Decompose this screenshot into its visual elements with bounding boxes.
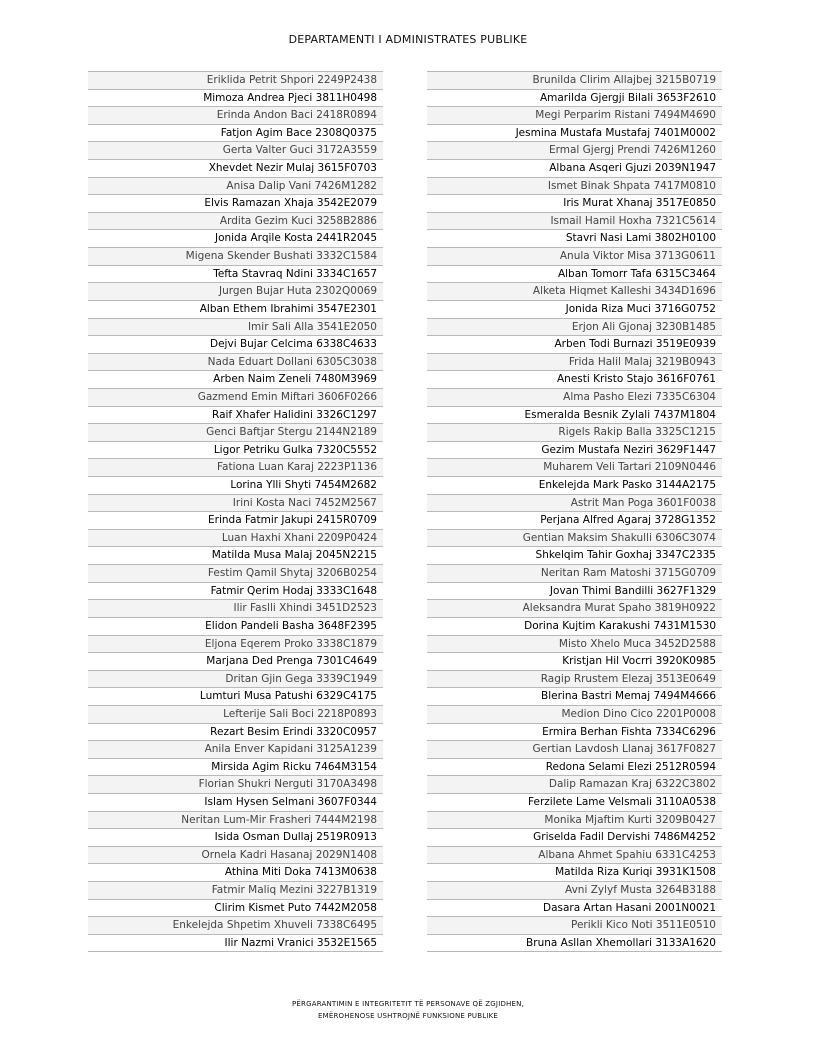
name-row: Anesti Kristo Stajo 3616F0761 [427, 370, 722, 388]
name-row: Dasara Artan Hasani 2001N0021 [427, 899, 722, 917]
name-row: Neritan Ram Matoshi 3715G0709 [427, 564, 722, 582]
name-row: Misto Xhelo Muca 3452D2588 [427, 635, 722, 653]
name-row: Ilir Faslli Xhindi 3451D2523 [88, 599, 383, 617]
name-row: Alma Pasho Elezi 7335C6304 [427, 388, 722, 406]
column-bottom-rule [88, 951, 383, 952]
name-row: Clirim Kismet Puto 7442M2058 [88, 899, 383, 917]
name-row: Blerina Bastri Memaj 7494M4666 [427, 687, 722, 705]
name-row: Islam Hysen Selmani 3607F0344 [88, 793, 383, 811]
name-row: Perjana Alfred Agaraj 3728G1352 [427, 511, 722, 529]
name-row: Perikli Kico Noti 3511E0510 [427, 916, 722, 934]
name-row: Ardita Gezim Kuci 3258B2886 [88, 212, 383, 230]
name-row: Arben Todi Burnazi 3519E0939 [427, 335, 722, 353]
name-row: Amarilda Gjergji Bilali 3653F2610 [427, 89, 722, 107]
name-row: Lorina Ylli Shyti 7454M2682 [88, 476, 383, 494]
name-row: Florian Shukri Nerguti 3170A3498 [88, 775, 383, 793]
name-row: Enkelejda Shpetim Xhuveli 7338C6495 [88, 916, 383, 934]
name-row: Jovan Thimi Bandilli 3627F1329 [427, 582, 722, 600]
name-row: Aleksandra Murat Spaho 3819H0922 [427, 599, 722, 617]
name-row: Imir Sali Alla 3541E2050 [88, 318, 383, 336]
name-row: Ornela Kadri Hasanaj 2029N1408 [88, 846, 383, 864]
name-row: Fationa Luan Karaj 2223P1136 [88, 458, 383, 476]
name-row: Avni Zylyf Musta 3264B3188 [427, 881, 722, 899]
name-row: Ismet Binak Shpata 7417M0810 [427, 177, 722, 195]
name-row: Gerta Valter Guci 3172A3559 [88, 141, 383, 159]
name-row: Mimoza Andrea Pjeci 3811H0498 [88, 89, 383, 107]
name-row: Erinda Fatmir Jakupi 2415R0709 [88, 511, 383, 529]
name-row: Anisa Dalip Vani 7426M1282 [88, 177, 383, 195]
name-row: Tefta Stavraq Ndini 3334C1657 [88, 265, 383, 283]
name-row: Mirsida Agim Ricku 7464M3154 [88, 758, 383, 776]
right-name-column [427, 71, 722, 952]
name-row: Luan Haxhi Xhani 2209P0424 [88, 529, 383, 547]
name-row: Megi Perparim Ristani 7494M4690 [427, 106, 722, 124]
name-row: Elidon Pandeli Basha 3648F2395 [88, 617, 383, 635]
name-row: Jonida Riza Muci 3716G0752 [427, 300, 722, 318]
name-row: Jesmina Mustafa Mustafaj 7401M0002 [427, 124, 722, 142]
name-row: Gentian Maksim Shakulli 6306C3074 [427, 529, 722, 547]
footer-line-2: EMËROHENOSE USHTROJNË FUNKSIONE PUBLIKE [317, 1012, 498, 1020]
name-row: Athina Miti Doka 7413M0638 [88, 863, 383, 881]
name-row: Griselda Fadil Dervishi 7486M4252 [427, 828, 722, 846]
name-row: Jonida Arqile Kosta 2441R2045 [88, 229, 383, 247]
name-row: Kristjan Hil Vocrri 3920K0985 [427, 652, 722, 670]
name-row: Ferzilete Lame Velsmali 3110A0538 [427, 793, 722, 811]
name-row: Eljona Eqerem Proko 3338C1879 [88, 635, 383, 653]
name-row: Esmeralda Besnik Zylali 7437M1804 [427, 406, 722, 424]
name-row: Ligor Petriku Gulka 7320C5552 [88, 441, 383, 459]
name-row: Genci Baftjar Stergu 2144N2189 [88, 423, 383, 441]
name-row: Matilda Riza Kuriqi 3931K1508 [427, 863, 722, 881]
name-row: Gazmend Emin Miftari 3606F0266 [88, 388, 383, 406]
name-row: Elvis Ramazan Xhaja 3542E2079 [88, 194, 383, 212]
name-row: Dalip Ramazan Kraj 6322C3802 [427, 775, 722, 793]
name-row: Rigels Rakip Balla 3325C1215 [427, 423, 722, 441]
name-row: Astrit Man Poga 3601F0038 [427, 494, 722, 512]
name-row: Gezim Mustafa Neziri 3629F1447 [427, 441, 722, 459]
name-row: Xhevdet Nezir Mulaj 3615F0703 [88, 159, 383, 177]
name-row: Bruna Asllan Xhemollari 3133A1620 [427, 934, 722, 952]
name-row: Neritan Lum-Mir Frasheri 7444M2198 [88, 811, 383, 829]
name-row: Anula Viktor Misa 3713G0611 [427, 247, 722, 265]
name-row: Ermira Berhan Fishta 7334C6296 [427, 723, 722, 741]
name-row: Dejvi Bujar Celcima 6338C4633 [88, 335, 383, 353]
name-row: Nada Eduart Dollani 6305C3038 [88, 353, 383, 371]
name-row: Marjana Ded Prenga 7301C4649 [88, 652, 383, 670]
name-row: Rezart Besim Erindi 3320C0957 [88, 723, 383, 741]
name-row: Gertian Lavdosh Llanaj 3617F0827 [427, 740, 722, 758]
page-footer [0, 998, 816, 1022]
name-row: Ilir Nazmi Vranici 3532E1565 [88, 934, 383, 952]
name-row: Irini Kosta Naci 7452M2567 [88, 494, 383, 512]
name-row: Frida Halil Malaj 3219B0943 [427, 353, 722, 371]
name-row: Ermal Gjergj Prendi 7426M1260 [427, 141, 722, 159]
name-row: Dritan Gjin Gega 3339C1949 [88, 670, 383, 688]
name-row: Monika Mjaftim Kurti 3209B0427 [427, 811, 722, 829]
name-row: Shkelqim Tahir Goxhaj 3347C2335 [427, 546, 722, 564]
name-row: Iris Murat Xhanaj 3517E0850 [427, 194, 722, 212]
name-row: Anila Enver Kapidani 3125A1239 [88, 740, 383, 758]
name-row: Erjon Ali Gjonaj 3230B1485 [427, 318, 722, 336]
name-row: Albana Asqeri Gjuzi 2039N1947 [427, 159, 722, 177]
name-row: Brunilda Clirim Allajbej 3215B0719 [427, 71, 722, 89]
name-row: Alketa Hiqmet Kalleshi 3434D1696 [427, 282, 722, 300]
name-row: Isida Osman Dullaj 2519R0913 [88, 828, 383, 846]
name-row: Erinda Andon Baci 2418R0894 [88, 106, 383, 124]
name-row: Alban Tomorr Tafa 6315C3464 [427, 265, 722, 283]
name-row: Ismail Hamil Hoxha 7321C5614 [427, 212, 722, 230]
page-title: DEPARTAMENTI I ADMINISTRATES PUBLIKE [288, 33, 528, 46]
name-row: Raif Xhafer Halidini 3326C1297 [88, 406, 383, 424]
name-row: Albana Ahmet Spahiu 6331C4253 [427, 846, 722, 864]
name-row: Ragip Rrustem Elezaj 3513E0649 [427, 670, 722, 688]
name-row: Fatmir Qerim Hodaj 3333C1648 [88, 582, 383, 600]
name-row: Eriklida Petrit Shpori 2249P2438 [88, 71, 383, 89]
name-row: Alban Ethem Ibrahimi 3547E2301 [88, 300, 383, 318]
name-row: Matilda Musa Malaj 2045N2215 [88, 546, 383, 564]
name-row: Arben Naim Zeneli 7480M3969 [88, 370, 383, 388]
name-row: Festim Qamil Shytaj 3206B0254 [88, 564, 383, 582]
footer-line-1: PËRGARANTIMIN E INTEGRITETIT TË PERSONAVE QË ZGJIDHEN, [291, 1000, 524, 1008]
name-row: Fatjon Agim Bace 2308Q0375 [88, 124, 383, 142]
name-row: Lumturi Musa Patushi 6329C4175 [88, 687, 383, 705]
left-name-column [88, 71, 383, 952]
name-row: Fatmir Maliq Mezini 3227B1319 [88, 881, 383, 899]
name-row: Migena Skender Bushati 3332C1584 [88, 247, 383, 265]
name-row: Enkelejda Mark Pasko 3144A2175 [427, 476, 722, 494]
name-row: Redona Selami Elezi 2512R0594 [427, 758, 722, 776]
name-row: Jurgen Bujar Huta 2302Q0069 [88, 282, 383, 300]
name-row: Stavri Nasi Lami 3802H0100 [427, 229, 722, 247]
name-row: Muharem Veli Tartari 2109N0446 [427, 458, 722, 476]
name-row: Dorina Kujtim Karakushi 7431M1530 [427, 617, 722, 635]
column-bottom-rule [427, 951, 722, 952]
name-row: Lefterije Sali Boci 2218P0893 [88, 705, 383, 723]
name-row: Medion Dino Cico 2201P0008 [427, 705, 722, 723]
